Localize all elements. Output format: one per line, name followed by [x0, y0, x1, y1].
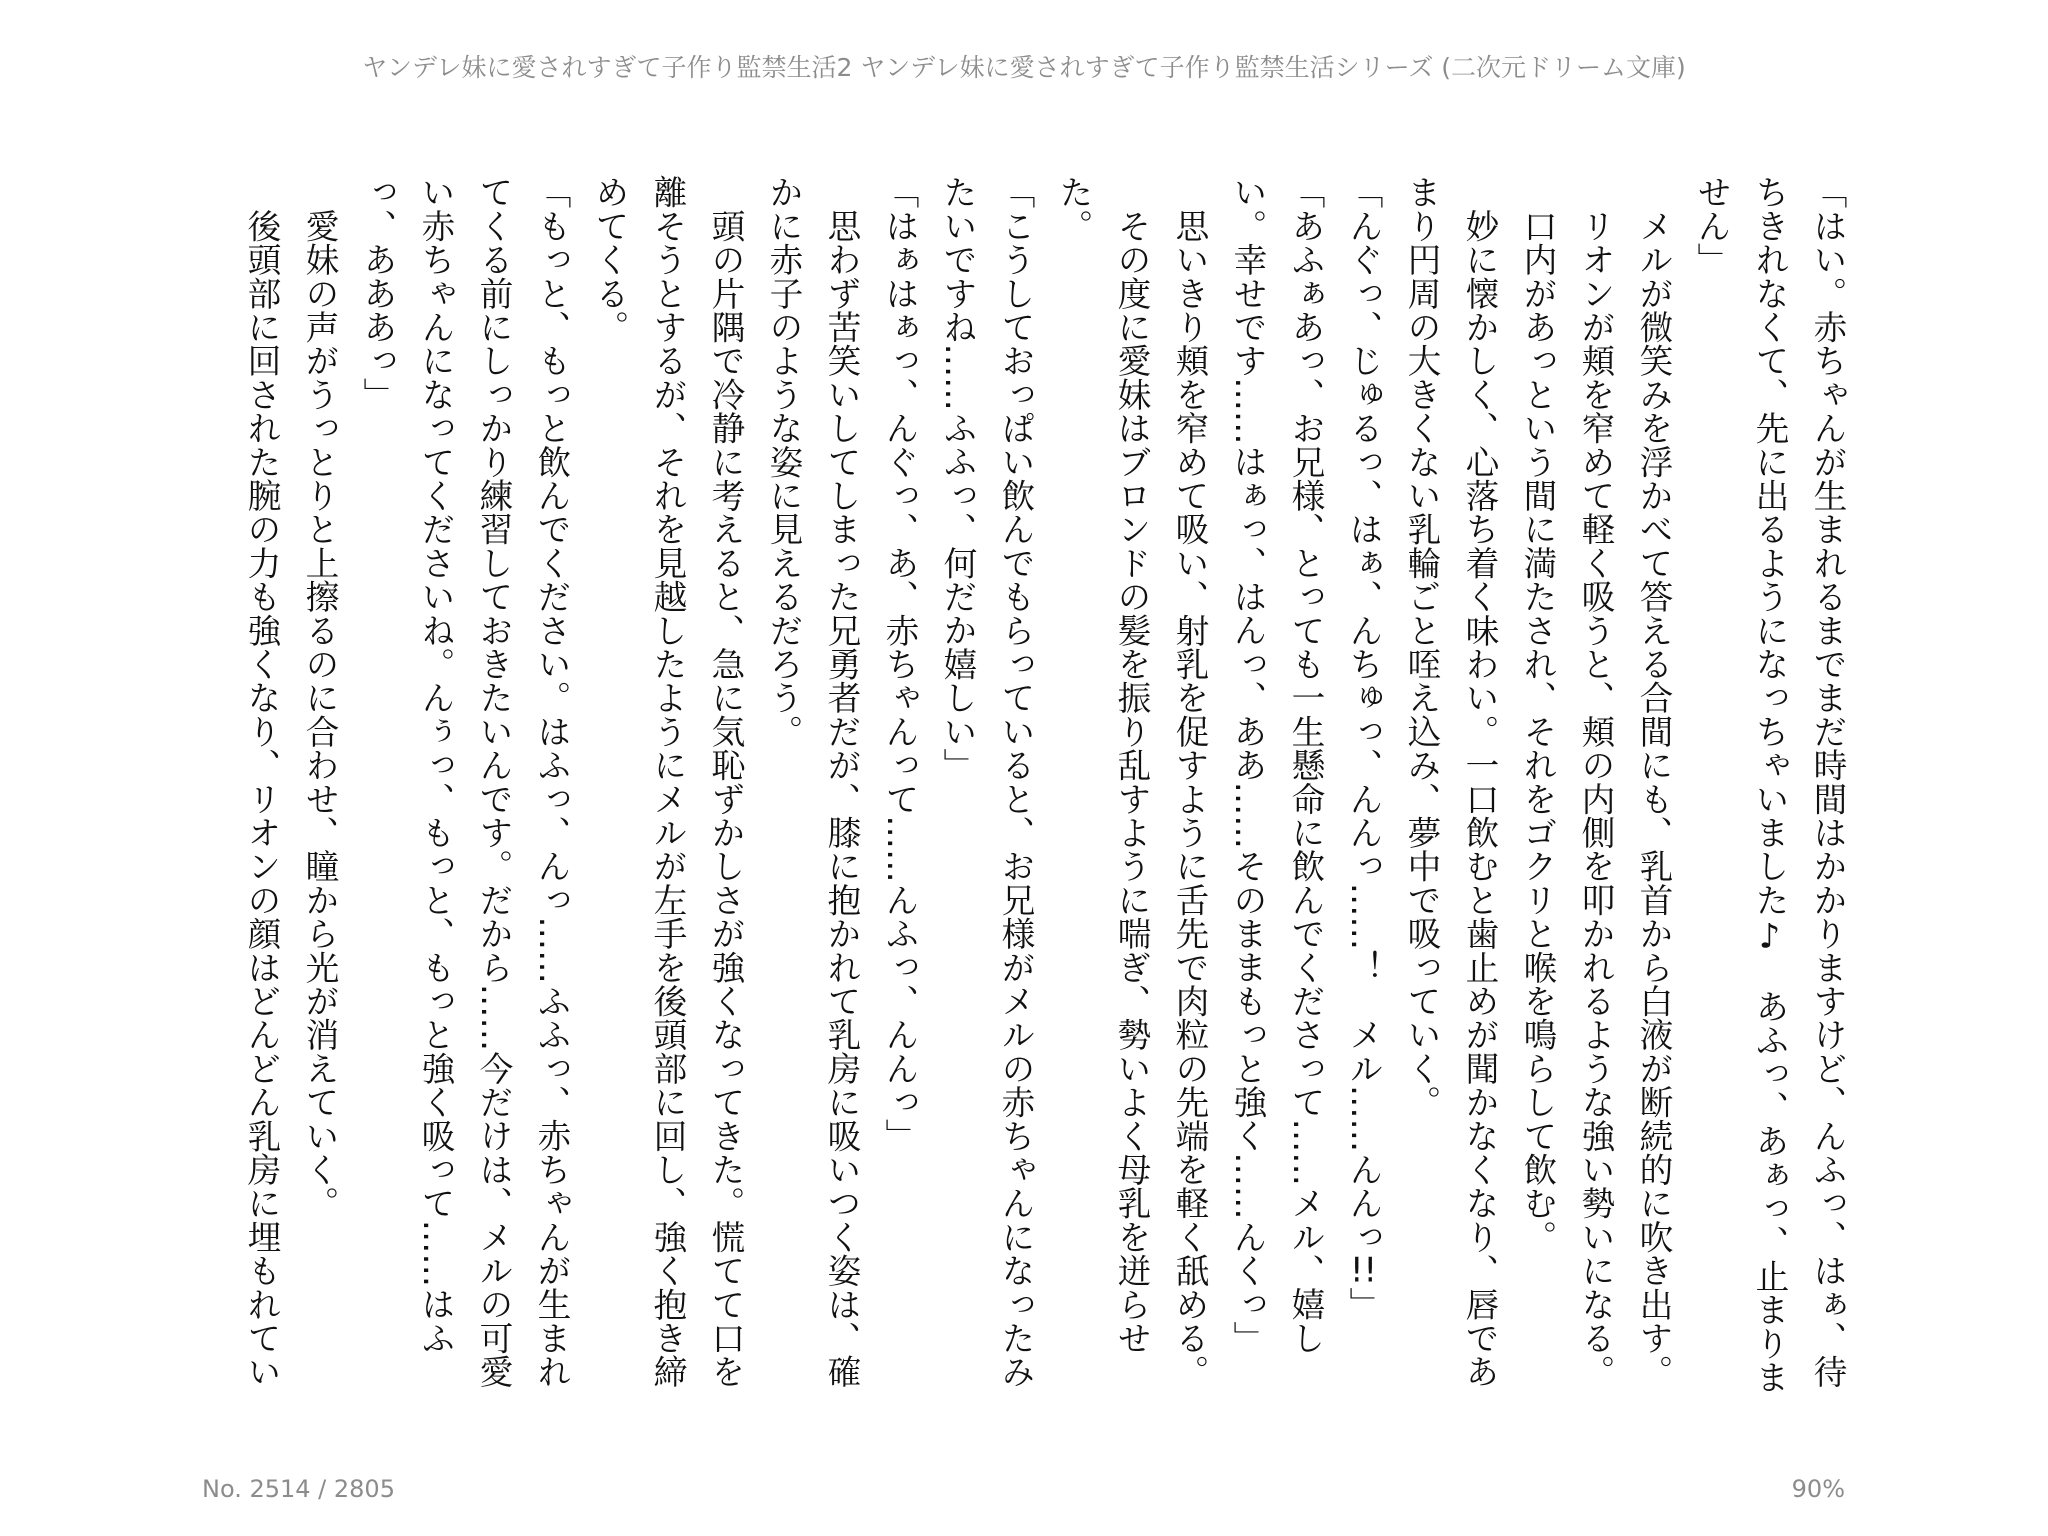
reading-page[interactable] [232, 175, 1856, 1397]
text-column: っ、あああっ」 [358, 175, 397, 411]
text-column: せん」 [1692, 175, 1731, 277]
text-column: 妙に懐かしく、心落ち着く味わい。一口飲むと歯止めが聞かなくなり、唇であ [1460, 175, 1499, 1389]
text-column: 思わず苦笑いしてしまった兄勇者だが、膝に抱かれて乳房に吸いつく姿は、確 [822, 175, 861, 1389]
text-column: メルが微笑みを浮かべて答える合間にも、乳首から白液が断続的に吹き出す。 [1634, 175, 1673, 1389]
text-column: かに赤子のような姿に見えるだろう。 [764, 175, 803, 748]
text-column: 思いきり頬を窄めて吸い、射乳を促すように舌先で肉粒の先端を軽く舐める。 [1170, 175, 1209, 1389]
reading-progress: 90% [1791, 1475, 1845, 1503]
text-column: 「もっと、もっと飲んでください。はふっ、んっ……ふふっ、赤ちゃんが生まれ [532, 175, 571, 1389]
text-column: ちきれなくて、先に出るようになっちゃいました♪ あふっ、あぁっ、止まりま [1750, 175, 1789, 1394]
text-column: 「んぐっ、じゅるっ、はぁ、んちゅっ、んんっ……！ メル……んんっ!!」 [1344, 175, 1383, 1321]
text-column: リオンが頬を窄めて軽く吸うと、頬の内側を叩かれるような強い勢いになる。 [1576, 175, 1615, 1389]
text-column: 「はぁはぁっ、んぐっ、あ、赤ちゃんって……んふっ、んんっ」 [880, 175, 919, 1153]
text-column: 離そうとするが、それを見越したようにメルが左手を後頭部に回し、強く抱き締 [648, 175, 687, 1389]
text-column: 「はい。赤ちゃんが生まれるまでまだ時間はかかりますけど、んふっ、はぁ、待 [1808, 175, 1847, 1389]
text-column: た。 [1054, 175, 1093, 243]
location-indicator[interactable]: No. 2514 / 2805 [202, 1475, 395, 1503]
text-column: い赤ちゃんになってくださいね。んぅっ、もっと、もっと強く吸って……はふ [416, 175, 455, 1355]
text-column: たいですね……ふふっ、何だか嬉しい」 [938, 175, 977, 782]
text-column: 「こうしておっぱい飲んでもらっていると、お兄様がメルの赤ちゃんになったみ [996, 175, 1035, 1389]
text-column: その度に愛妹はブロンドの髪を振り乱すように喘ぎ、勢いよく母乳を迸らせ [1112, 175, 1151, 1355]
book-title: ヤンデレ妹に愛されすぎて子作り監禁生活2 ヤンデレ妹に愛されすぎて子作り監禁生活シリーズ (二次元ドリーム文庫) [362, 53, 1686, 82]
text-column: い。幸せです……はぁっ、はんっ、ああ……そのままもっと強く……んくっ」 [1228, 175, 1267, 1355]
text-column: てくる前にしっかり練習しておきたいんです。だから……今だけは、メルの可愛 [474, 175, 513, 1389]
text-column: 愛妹の声がうっとりと上擦るのに合わせ、瞳から光が消えていく。 [300, 175, 339, 1220]
tate-chu-yoko: !! [1349, 1253, 1377, 1288]
text-column: 後頭部に回された腕の力も強くなり、リオンの顔はどんどん乳房に埋もれてい [242, 175, 281, 1389]
text-column: まり円周の大きくない乳輪ごと咥え込み、夢中で吸っていく。 [1402, 175, 1441, 1119]
text-column: めてくる。 [590, 175, 629, 344]
text-column: 口内があっという間に満たされ、それをゴクリと喉を鳴らして飲む。 [1518, 175, 1557, 1254]
text-column: 「あふぁあっ、お兄様、とっても一生懸命に飲んでくださって……メル、嬉し [1286, 175, 1325, 1355]
text-column: 頭の片隅で冷静に考えると、急に気恥ずかしさが強くなってきた。慌てて口を [706, 175, 745, 1389]
